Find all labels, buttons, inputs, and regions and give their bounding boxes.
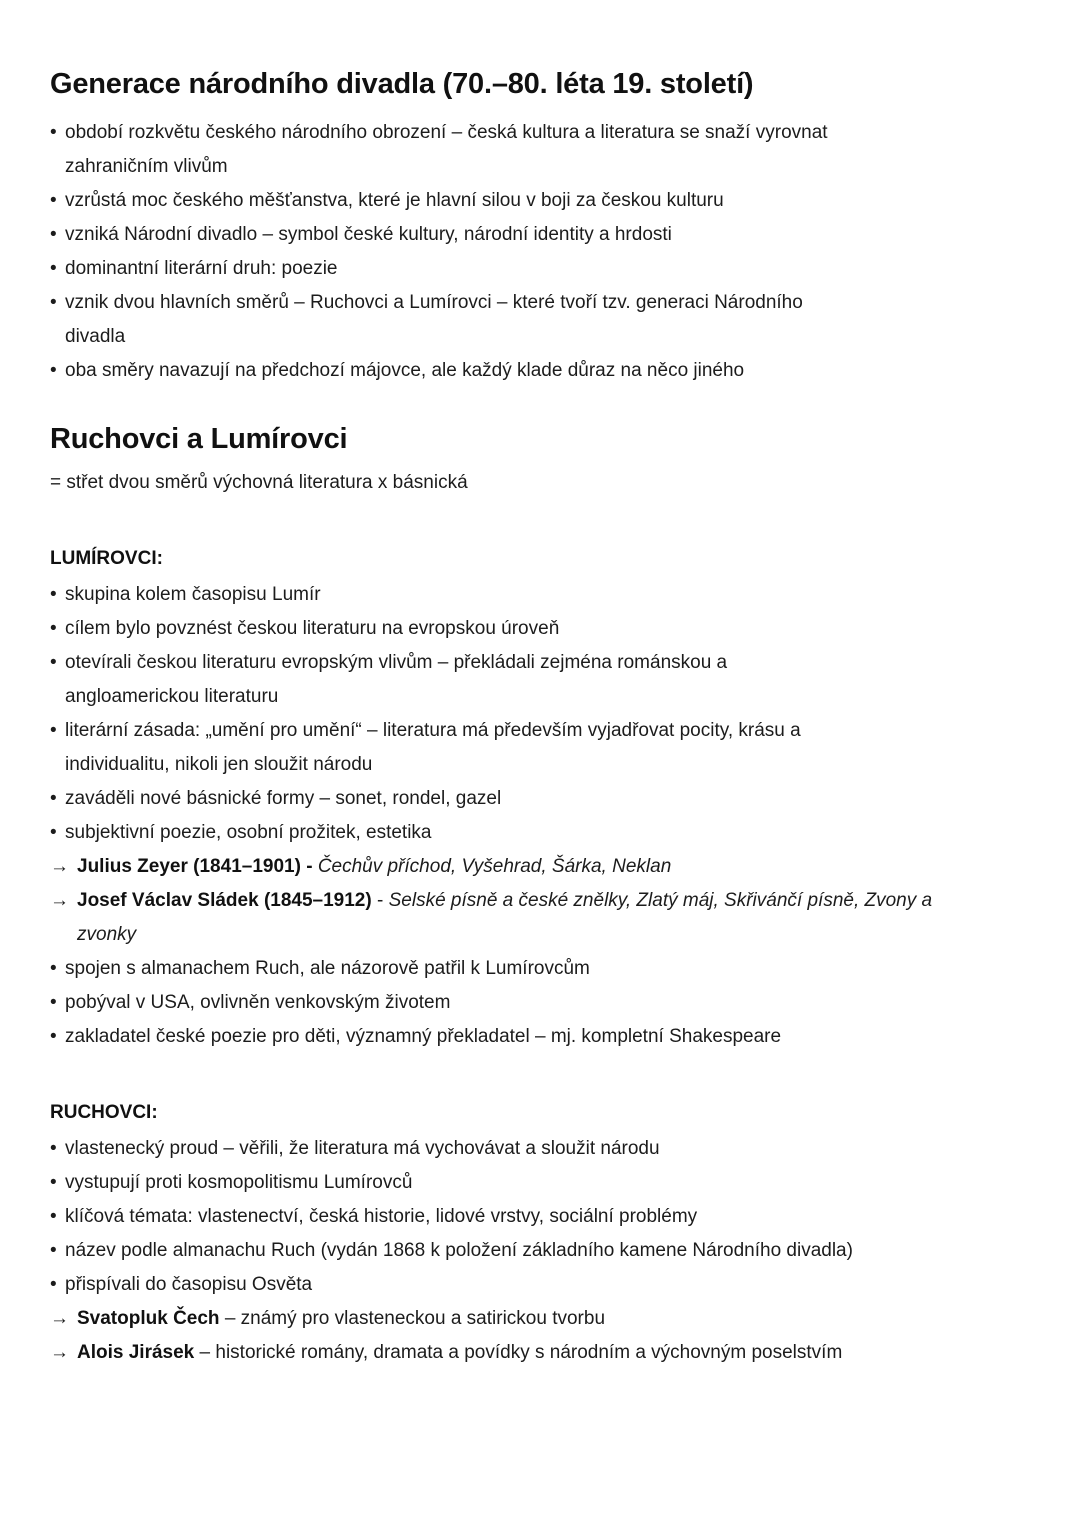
bullet-item [50,184,1032,218]
item-text [65,720,801,775]
bullet-marker: • [50,224,57,245]
text-run: název podle almanachu Ruch (vydán 1868 k položení základního kamene Národního divadla) [65,1240,853,1261]
bullet-item [50,1268,1032,1302]
bullet-item [50,646,1032,714]
text-run: vznik dvou hlavních směrů – Ruchovci a Lumírovci – které tvoří tzv. generaci Národního divadla [65,292,803,347]
text-run: přispívali do časopisu Osvěta [65,1274,313,1295]
group-label-0: LUMÍROVCI: [50,548,163,569]
bullet-item [50,286,1032,354]
item-text [65,1172,412,1193]
text-run: zakladatel české poezie pro děti, významný překladatel – mj. kompletní Shakespeare [65,1026,782,1047]
text-run: klíčová témata: vlastenectví, česká historie, lidové vrstvy, sociální problémy [65,1206,698,1227]
item-text [65,224,672,245]
arrow-marker: → [50,1308,69,1329]
bullet-marker: • [50,720,57,741]
text-run: – známý pro vlasteneckou a satirickou tvorbu [219,1308,606,1329]
item-text [77,1342,842,1363]
text-run: otevírali českou literaturu evropským vlivům – překládali zejména románskou a angloamerickou literaturu [65,652,728,707]
item-text [65,292,803,347]
group-list-1 [50,1132,1032,1370]
group-list-0 [50,578,1032,1054]
author-item [50,884,1032,952]
bullet-marker: • [50,618,57,639]
text-run: cílem bylo povznést českou literaturu na evropskou úroveň [65,618,560,639]
text-run: vlastenecký proud – věřili, že literatura má vychovávat a sloužit národu [65,1138,660,1159]
bullet-marker: • [50,122,57,143]
item-text [65,1274,312,1295]
text-run: subjektivní poezie, osobní prožitek, estetika [65,822,432,843]
text-run: Svatopluk Čech [77,1308,220,1329]
bullet-marker: • [50,1026,57,1047]
arrow-marker: → [50,890,69,911]
item-text [65,258,338,279]
text-run: - [371,890,389,911]
text-run: Alois Jirásek [77,1342,195,1363]
bullet-marker: • [50,1240,57,1261]
bullet-item [50,578,1032,612]
bullet-item [50,116,1032,184]
text-run: Julius Zeyer (1841–1901) - [77,856,318,877]
page-title: Generace národního divadla (70.–80. léta 19. století) [50,68,754,100]
bullet-item [50,1234,1032,1268]
text-run: dominantní literární druh: poezie [65,258,338,279]
bullet-item [50,986,1032,1020]
bullet-item [50,354,1032,388]
text-run: – historické romány, dramata a povídky s národním a výchovným poselstvím [194,1342,843,1363]
bullet-marker: • [50,584,57,605]
item-text [65,122,828,177]
bullet-item [50,952,1032,986]
text-run: Čechův příchod, Vyšehrad, Šárka, Neklan [317,856,672,877]
item-text [65,958,590,979]
section-subtitle: = střet dvou směrů výchovná literatura x básnická [50,472,468,493]
item-text [65,822,431,843]
bullet-item [50,714,1032,782]
bullet-marker: • [50,1138,57,1159]
bullet-item [50,1166,1032,1200]
item-text [65,190,724,211]
bullet-marker: • [50,822,57,843]
item-text [77,890,932,945]
text-run: vzniká Národní divadlo – symbol české kultury, národní identity a hrdosti [65,224,672,245]
text-run: pobýval v USA, ovlivněn venkovským životem [65,992,451,1013]
bullet-item [50,1020,1032,1054]
text-run: skupina kolem časopisu Lumír [65,584,321,605]
author-item [50,850,1032,884]
item-text [65,360,744,381]
text-run: spojen s almanachem Ruch, ale názorově patřil k Lumírovcům [65,958,590,979]
arrow-marker: → [50,1342,69,1363]
item-text [65,584,321,605]
section-groups [50,542,1032,1370]
item-text [65,652,727,707]
bullet-marker: • [50,1274,57,1295]
bullet-marker: • [50,1206,57,1227]
bullet-marker: • [50,652,57,673]
item-text [77,1308,605,1329]
bullet-item [50,816,1032,850]
text-run: Selské písně a české znělky, Zlatý máj, Skřivánčí písně, Zvony a zvonky [77,890,933,945]
item-text [65,1138,660,1159]
bullet-marker: • [50,1172,57,1193]
text-run: oba směry navazují na předchozí májovce, ale každý klade důraz na něco jiného [65,360,745,381]
bullet-marker: • [50,788,57,809]
author-item [50,1302,1032,1336]
bullet-marker: • [50,258,57,279]
bullet-item [50,1200,1032,1234]
text-run: literární zásada: „umění pro umění“ – literatura má především vyjadřovat pocity, krásu a individualitu, nikoli jen sloužit národu [65,720,801,775]
bullet-marker: • [50,992,57,1013]
bullet-item [50,252,1032,286]
item-text [65,992,450,1013]
arrow-marker: → [50,856,69,877]
text-run: Josef Václav Sládek (1845–1912) [77,890,372,911]
text-run: zaváděli nové básnické formy – sonet, rondel, gazel [65,788,502,809]
item-text [65,1206,697,1227]
bullet-marker: • [50,958,57,979]
bullet-marker: • [50,360,57,381]
author-item [50,1336,1032,1370]
bullet-item [50,612,1032,646]
text-run: vystupují proti kosmopolitismu Lumírovců [65,1172,413,1193]
item-text [65,788,501,809]
intro-bullet-list [50,116,1032,388]
item-text [65,1026,781,1047]
bullet-item [50,1132,1032,1166]
item-text [77,856,671,877]
text-run: období rozkvětu českého národního obrození – česká kultura a literatura se snaží vyrovnat zahraničním vlivům [65,122,828,177]
text-run: vzrůstá moc českého měšťanstva, které je hlavní silou v boji za českou kulturu [65,190,724,211]
section-heading: Ruchovci a Lumírovci [50,423,348,455]
group-label-1: RUCHOVCI: [50,1102,158,1123]
item-text [65,1240,853,1261]
item-text [65,618,559,639]
bullet-item [50,218,1032,252]
bullet-item [50,782,1032,816]
bullet-marker: • [50,190,57,211]
bullet-marker: • [50,292,57,313]
